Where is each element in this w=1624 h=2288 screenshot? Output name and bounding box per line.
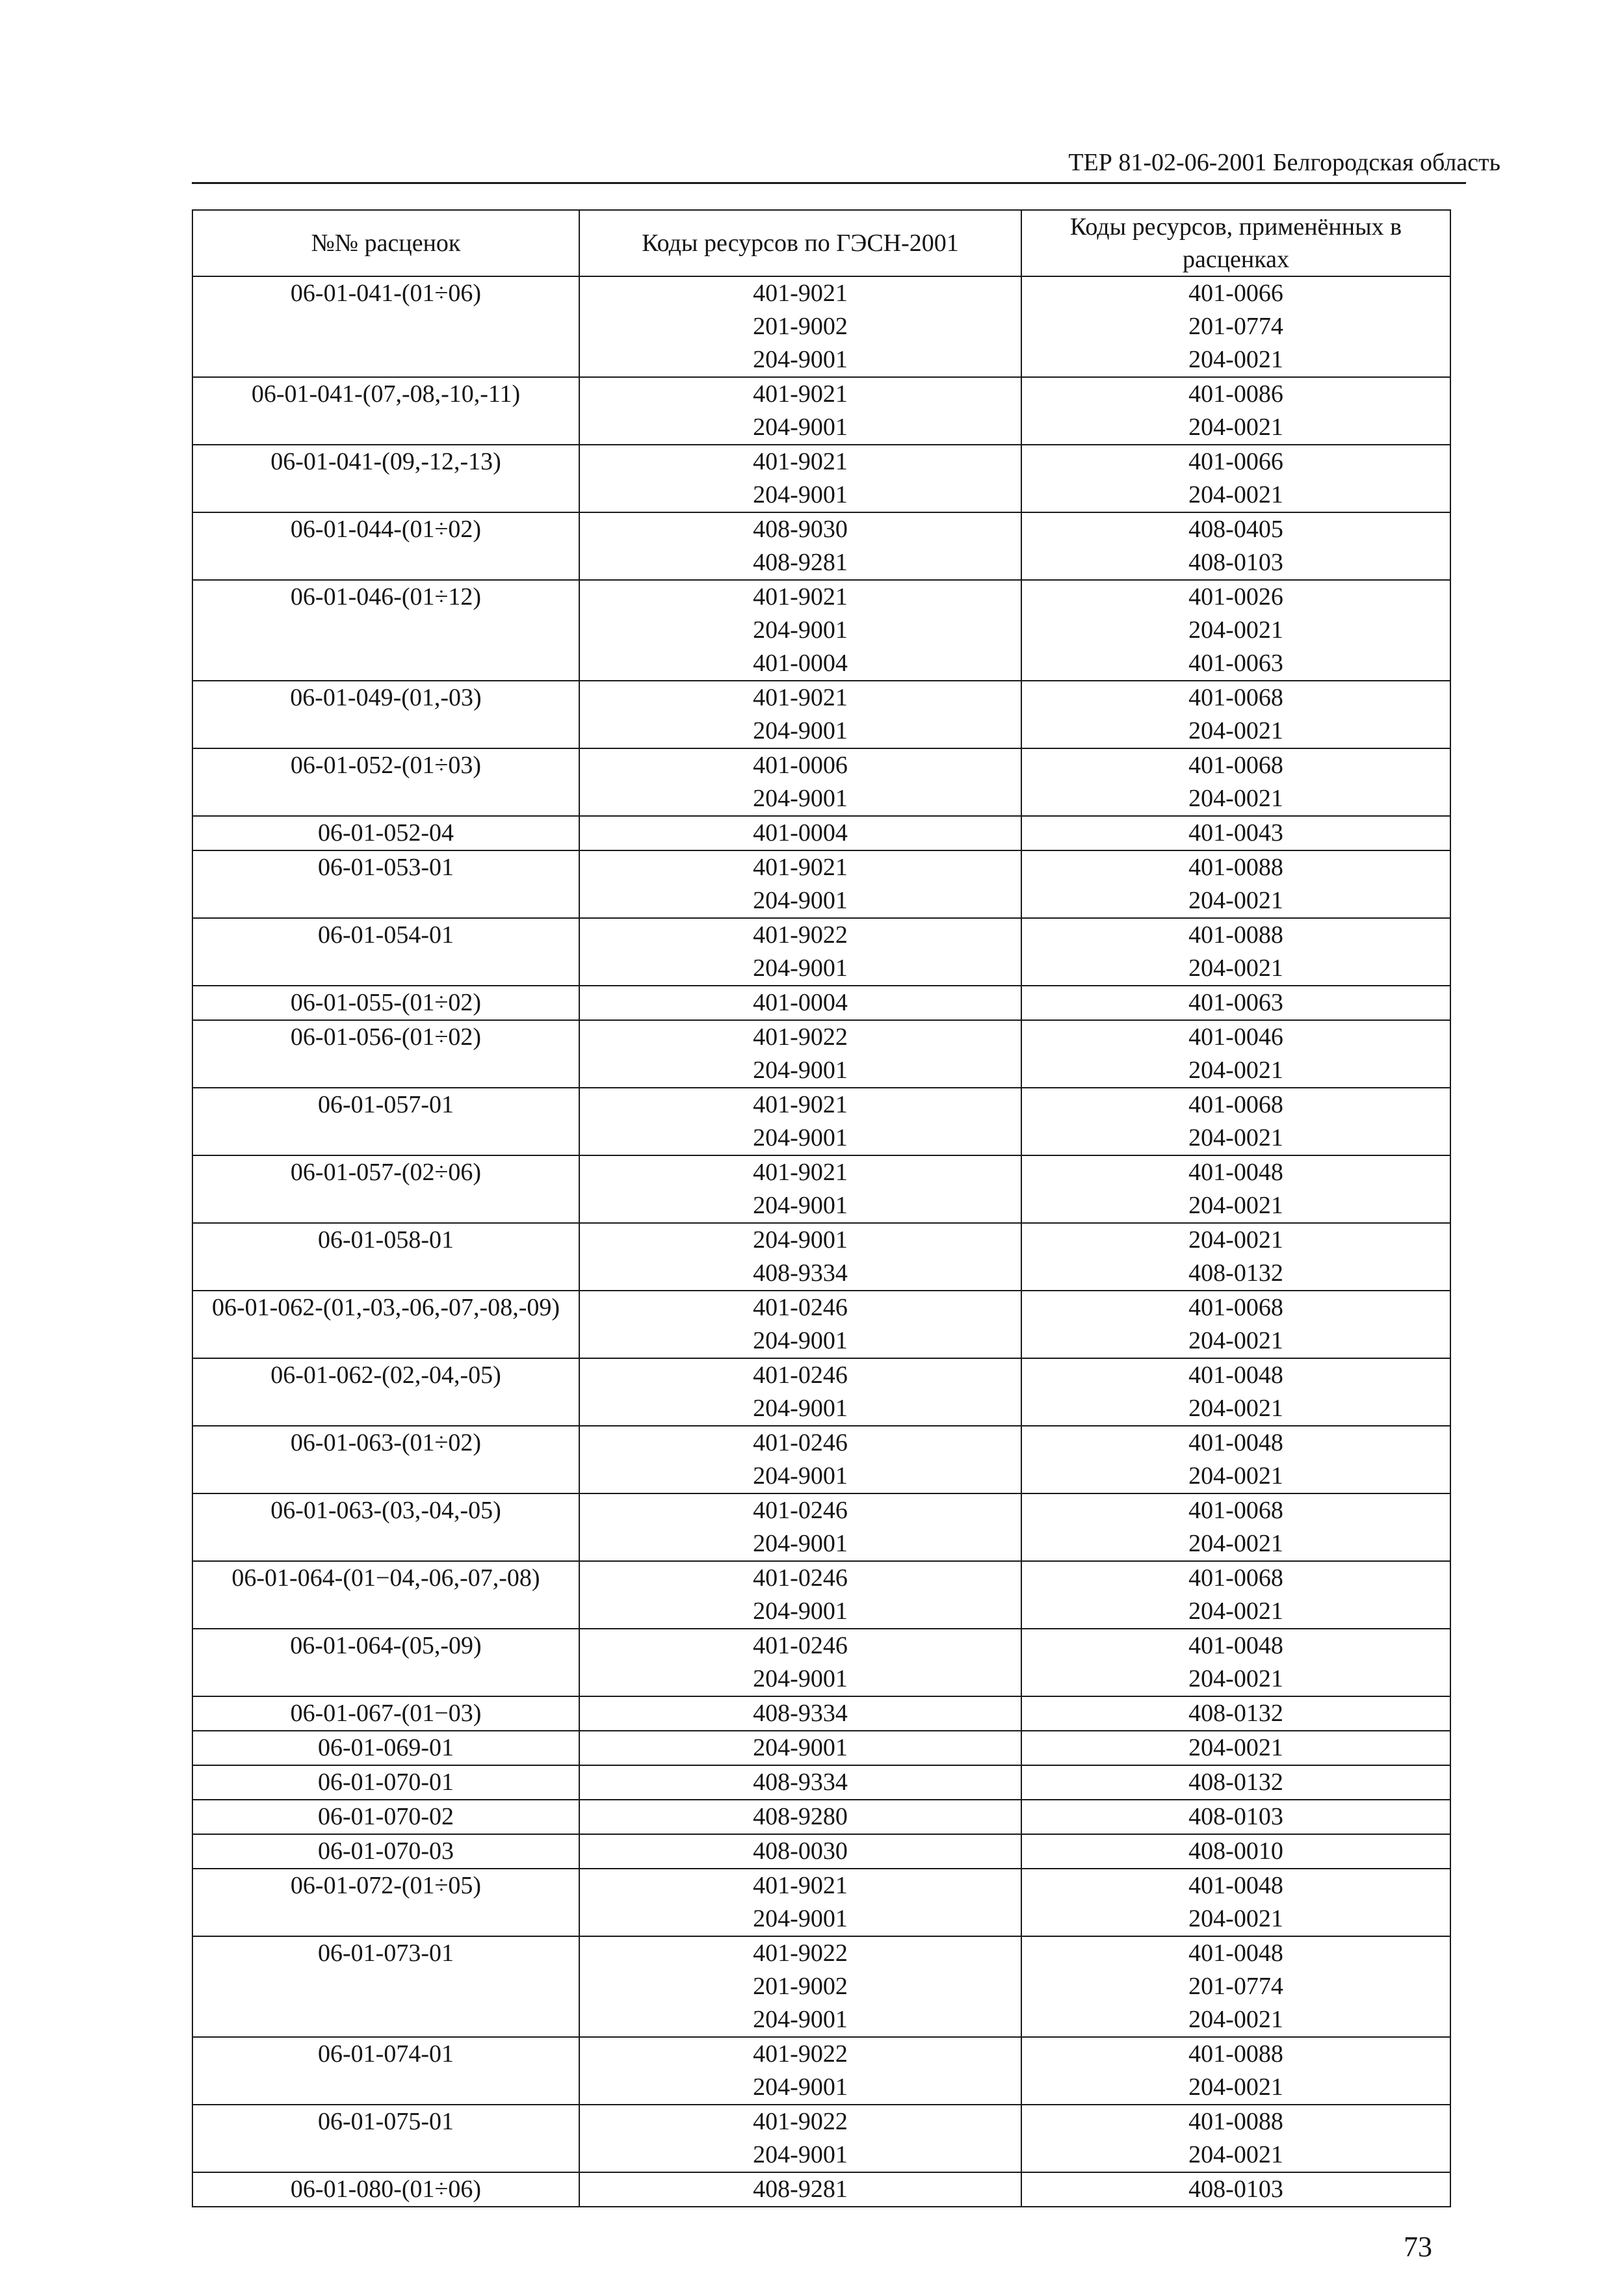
rate-number-cell	[192, 1493, 579, 1561]
applied-code: 204-0021	[1188, 1192, 1283, 1219]
gesn-code: 204-9001	[753, 887, 848, 914]
applied-code: 204-0021	[1188, 1598, 1283, 1625]
gesn-code: 204-9001	[753, 481, 848, 508]
gesn-code-cell	[579, 1426, 1021, 1493]
rate-number-cell	[192, 2037, 579, 2105]
gesn-code-cell	[579, 2172, 1021, 2207]
rate-number: 06-01-062-(02,-04,-05)	[270, 1361, 501, 1389]
gesn-code-cell	[579, 580, 1021, 681]
gesn-code: 401-0006	[753, 752, 848, 779]
rate-number-cell	[192, 1088, 579, 1155]
gesn-code-cell	[579, 512, 1021, 580]
table-row	[192, 2037, 1450, 2105]
applied-code-cell	[1021, 276, 1450, 377]
table-row	[192, 445, 1450, 512]
gesn-code-cell	[579, 445, 1021, 512]
applied-code: 401-0068	[1188, 1091, 1283, 1118]
table-header-row	[192, 210, 1450, 276]
gesn-code: 204-9001	[753, 717, 848, 744]
applied-code: 401-0068	[1188, 1497, 1283, 1524]
gesn-code: 204-9001	[753, 1327, 848, 1354]
gesn-code-cell	[579, 1088, 1021, 1155]
rate-number-cell	[192, 1731, 579, 1765]
gesn-code: 204-9001	[753, 954, 848, 982]
gesn-code-cell	[579, 1223, 1021, 1291]
applied-code: 401-0046	[1188, 1023, 1283, 1051]
gesn-code-cell	[579, 1358, 1021, 1426]
gesn-code: 401-9022	[753, 1940, 848, 1967]
applied-code: 401-0088	[1188, 921, 1283, 949]
applied-code-cell	[1021, 1834, 1450, 1869]
rate-number-cell	[192, 681, 579, 748]
applied-code: 204-0021	[1188, 1327, 1283, 1354]
applied-code: 204-0021	[1188, 2141, 1283, 2168]
rate-number-cell	[192, 1869, 579, 1936]
gesn-code: 204-9001	[753, 616, 848, 644]
table-header	[192, 210, 1450, 276]
gesn-code: 204-9001	[753, 1057, 848, 1084]
applied-code: 401-0088	[1188, 2108, 1283, 2135]
applied-code-cell	[1021, 512, 1450, 580]
rate-number-cell	[192, 1834, 579, 1869]
rate-number-cell	[192, 748, 579, 816]
applied-code: 408-0103	[1188, 2176, 1283, 2203]
applied-code: 401-0063	[1188, 650, 1283, 677]
table-row	[192, 2172, 1450, 2207]
rate-number: 06-01-052-(01÷03)	[290, 752, 482, 779]
applied-code: 408-0010	[1188, 1837, 1283, 1865]
rate-number: 06-01-063-(01÷02)	[290, 1429, 482, 1456]
table-row	[192, 1291, 1450, 1358]
gesn-code: 204-9001	[753, 1530, 848, 1557]
applied-code-cell	[1021, 1765, 1450, 1800]
applied-code: 401-0066	[1188, 280, 1283, 307]
rate-number: 06-01-073-01	[318, 1940, 454, 1967]
applied-code-cell	[1021, 1223, 1450, 1291]
table-row	[192, 1493, 1450, 1561]
gesn-code: 201-9002	[753, 1973, 848, 2000]
gesn-code: 204-9001	[753, 1905, 848, 1932]
gesn-code-cell	[579, 748, 1021, 816]
applied-code: 401-0086	[1188, 380, 1283, 408]
gesn-code-cell	[579, 850, 1021, 918]
gesn-code: 204-9001	[753, 1192, 848, 1219]
applied-code-cell	[1021, 1696, 1450, 1731]
applied-code: 408-0132	[1188, 1259, 1283, 1287]
rate-number-cell	[192, 850, 579, 918]
applied-code: 204-0021	[1188, 1124, 1283, 1151]
table-row	[192, 850, 1450, 918]
applied-code: 401-0026	[1188, 583, 1283, 611]
rate-number: 06-01-070-02	[318, 1803, 454, 1830]
rate-number: 06-01-074-01	[318, 2040, 454, 2068]
applied-code: 408-0405	[1188, 516, 1283, 543]
applied-code: 204-0021	[1188, 2073, 1283, 2101]
gesn-code: 204-9001	[753, 414, 848, 441]
rate-number-cell	[192, 1936, 579, 2037]
applied-code: 201-0774	[1188, 313, 1283, 340]
rate-number-cell	[192, 2105, 579, 2172]
rate-number: 06-01-080-(01÷06)	[290, 2176, 482, 2203]
table-row	[192, 1936, 1450, 2037]
applied-code-cell	[1021, 1800, 1450, 1834]
gesn-code: 204-9001	[753, 2006, 848, 2033]
rate-number: 06-01-070-03	[318, 1837, 454, 1865]
applied-code: 401-0068	[1188, 1294, 1283, 1321]
gesn-code-cell	[579, 1834, 1021, 1869]
gesn-code-cell	[579, 1629, 1021, 1696]
rate-number: 06-01-044-(01÷02)	[290, 516, 482, 543]
gesn-code: 408-9280	[753, 1803, 848, 1830]
applied-code-cell	[1021, 1020, 1450, 1088]
gesn-code: 408-9281	[753, 549, 848, 576]
applied-code: 204-0021	[1188, 887, 1283, 914]
applied-code-cell	[1021, 748, 1450, 816]
rate-number-cell	[192, 1426, 579, 1493]
gesn-code-cell	[579, 1291, 1021, 1358]
rate-number-cell	[192, 580, 579, 681]
applied-code: 401-0048	[1188, 1632, 1283, 1659]
rate-number: 06-01-067-(01−03)	[290, 1700, 482, 1727]
gesn-code: 401-0246	[753, 1564, 848, 1592]
gesn-code: 401-0004	[753, 989, 848, 1016]
rate-number-cell	[192, 445, 579, 512]
applied-code: 401-0068	[1188, 684, 1283, 711]
gesn-code-cell	[579, 1696, 1021, 1731]
applied-code-cell	[1021, 1358, 1450, 1426]
applied-code: 401-0088	[1188, 2040, 1283, 2068]
rate-number: 06-01-053-01	[318, 854, 454, 881]
applied-code-cell	[1021, 2105, 1450, 2172]
gesn-code-cell	[579, 377, 1021, 445]
rate-number-cell	[192, 377, 579, 445]
rate-number-cell	[192, 2172, 579, 2207]
gesn-code: 204-9001	[753, 346, 848, 373]
gesn-code: 401-9021	[753, 1091, 848, 1118]
applied-code: 408-0103	[1188, 1803, 1283, 1830]
applied-code-cell	[1021, 1291, 1450, 1358]
gesn-code: 204-9001	[753, 2141, 848, 2168]
rate-number-cell	[192, 1291, 579, 1358]
rate-number: 06-01-057-(02÷06)	[290, 1159, 482, 1186]
applied-code-cell	[1021, 377, 1450, 445]
table-row	[192, 377, 1450, 445]
gesn-code: 201-9002	[753, 313, 848, 340]
applied-code-cell	[1021, 1936, 1450, 2037]
applied-code: 408-0132	[1188, 1769, 1283, 1796]
applied-code-cell	[1021, 1561, 1450, 1629]
applied-code: 204-0021	[1188, 1734, 1283, 1761]
gesn-code: 204-9001	[753, 1665, 848, 1692]
gesn-code: 204-9001	[753, 1462, 848, 1490]
column-header-applied-codes: Коды ресурсов, применённых в расценках	[1021, 210, 1450, 276]
gesn-code: 204-9001	[753, 1598, 848, 1625]
table-row	[192, 1629, 1450, 1696]
rate-number: 06-01-049-(01,-03)	[290, 684, 482, 711]
applied-code-cell	[1021, 2172, 1450, 2207]
table-row	[192, 1869, 1450, 1936]
applied-code: 204-0021	[1188, 1395, 1283, 1422]
table-row	[192, 986, 1450, 1020]
gesn-code: 401-9021	[753, 1872, 848, 1899]
rate-number: 06-01-054-01	[318, 921, 454, 949]
gesn-code: 401-0246	[753, 1361, 848, 1389]
applied-code: 204-0021	[1188, 1905, 1283, 1932]
column-header-gesn-codes: Коды ресурсов по ГЭСН-2001	[579, 210, 1021, 276]
rate-number: 06-01-057-01	[318, 1091, 454, 1118]
table-row	[192, 1155, 1450, 1223]
rate-number-cell	[192, 512, 579, 580]
rate-number: 06-01-055-(01÷02)	[290, 989, 482, 1016]
rate-number: 06-01-075-01	[318, 2108, 454, 2135]
rate-number: 06-01-041-(09,-12,-13)	[270, 448, 501, 475]
applied-code: 204-0021	[1188, 1665, 1283, 1692]
rate-number: 06-01-052-04	[318, 819, 454, 847]
table-row	[192, 748, 1450, 816]
gesn-code: 204-9001	[753, 1395, 848, 1422]
gesn-code-cell	[579, 1155, 1021, 1223]
gesn-code: 401-0004	[753, 819, 848, 847]
table-row	[192, 816, 1450, 850]
table-row	[192, 1834, 1450, 1869]
gesn-code: 401-0246	[753, 1632, 848, 1659]
applied-code: 401-0043	[1188, 819, 1283, 847]
gesn-code: 401-9022	[753, 921, 848, 949]
applied-code: 401-0048	[1188, 1940, 1283, 1967]
rate-number-cell	[192, 1765, 579, 1800]
gesn-code-cell	[579, 1561, 1021, 1629]
table-row	[192, 1223, 1450, 1291]
rate-number-cell	[192, 986, 579, 1020]
rate-number-cell	[192, 1800, 579, 1834]
rate-number-cell	[192, 1020, 579, 1088]
applied-code: 201-0774	[1188, 1973, 1283, 2000]
rate-number: 06-01-069-01	[318, 1734, 454, 1761]
applied-code: 204-0021	[1188, 1226, 1283, 1254]
gesn-code-cell	[579, 1936, 1021, 2037]
rate-number: 06-01-064-(05,-09)	[290, 1632, 482, 1659]
applied-code: 204-0021	[1188, 717, 1283, 744]
table-row	[192, 2105, 1450, 2172]
applied-code: 401-0088	[1188, 854, 1283, 881]
applied-code: 401-0048	[1188, 1361, 1283, 1389]
gesn-code: 204-9001	[753, 1124, 848, 1151]
applied-code: 401-0048	[1188, 1429, 1283, 1456]
applied-code-cell	[1021, 816, 1450, 850]
gesn-code: 401-0246	[753, 1497, 848, 1524]
gesn-code: 408-9334	[753, 1700, 848, 1727]
gesn-code: 401-0246	[753, 1429, 848, 1456]
gesn-code-cell	[579, 1020, 1021, 1088]
gesn-code-cell	[579, 1731, 1021, 1765]
rate-number: 06-01-072-(01÷05)	[290, 1872, 482, 1899]
rate-number: 06-01-056-(01÷02)	[290, 1023, 482, 1051]
applied-code-cell	[1021, 1731, 1450, 1765]
table-row	[192, 276, 1450, 377]
gesn-code-cell	[579, 1493, 1021, 1561]
applied-code-cell	[1021, 1088, 1450, 1155]
rate-number-cell	[192, 1223, 579, 1291]
table-row	[192, 1561, 1450, 1629]
rate-number-cell	[192, 918, 579, 986]
rate-number: 06-01-058-01	[318, 1226, 454, 1254]
rate-number: 06-01-041-(01÷06)	[290, 280, 482, 307]
table-row	[192, 512, 1450, 580]
gesn-code-cell	[579, 681, 1021, 748]
column-header-rate-numbers: №№ расценок	[192, 210, 579, 276]
gesn-code-cell	[579, 1800, 1021, 1834]
gesn-code: 401-9021	[753, 1159, 848, 1186]
page-number: 73	[1404, 2231, 1432, 2263]
applied-code-cell	[1021, 2037, 1450, 2105]
rate-number-cell	[192, 276, 579, 377]
table-row	[192, 1765, 1450, 1800]
gesn-code: 401-9021	[753, 280, 848, 307]
rate-number-cell	[192, 1155, 579, 1223]
rate-number: 06-01-070-01	[318, 1769, 454, 1796]
applied-code: 401-0068	[1188, 752, 1283, 779]
table-row	[192, 1696, 1450, 1731]
applied-code: 204-0021	[1188, 346, 1283, 373]
resource-codes-table	[192, 209, 1451, 2207]
table-row	[192, 1800, 1450, 1834]
applied-code-cell	[1021, 986, 1450, 1020]
applied-code-cell	[1021, 580, 1450, 681]
applied-code: 401-0066	[1188, 448, 1283, 475]
gesn-code-cell	[579, 1765, 1021, 1800]
gesn-code: 401-9022	[753, 1023, 848, 1051]
gesn-code: 408-0030	[753, 1837, 848, 1865]
applied-code: 204-0021	[1188, 1530, 1283, 1557]
applied-code: 204-0021	[1188, 954, 1283, 982]
applied-code-cell	[1021, 918, 1450, 986]
applied-code: 204-0021	[1188, 2006, 1283, 2033]
rate-number: 06-01-041-(07,-08,-10,-11)	[251, 380, 521, 408]
gesn-code-cell	[579, 986, 1021, 1020]
gesn-code: 408-9281	[753, 2176, 848, 2203]
rate-number: 06-01-062-(01,-03,-06,-07,-08,-09)	[211, 1294, 560, 1321]
applied-code: 401-0048	[1188, 1159, 1283, 1186]
rate-number: 06-01-063-(03,-04,-05)	[270, 1497, 501, 1524]
applied-code: 408-0103	[1188, 549, 1283, 576]
applied-code-cell	[1021, 1426, 1450, 1493]
header-divider	[192, 182, 1466, 184]
table-row	[192, 918, 1450, 986]
table-row	[192, 580, 1450, 681]
gesn-code: 408-9334	[753, 1769, 848, 1796]
applied-code: 401-0048	[1188, 1872, 1283, 1899]
gesn-code: 401-0246	[753, 1294, 848, 1321]
applied-code: 204-0021	[1188, 1057, 1283, 1084]
gesn-code: 401-9021	[753, 684, 848, 711]
applied-code-cell	[1021, 1629, 1450, 1696]
applied-code: 401-0063	[1188, 989, 1283, 1016]
gesn-code-cell	[579, 918, 1021, 986]
applied-code: 204-0021	[1188, 414, 1283, 441]
gesn-code: 401-9022	[753, 2108, 848, 2135]
table-row	[192, 1731, 1450, 1765]
rate-number-cell	[192, 1358, 579, 1426]
gesn-code-cell	[579, 1869, 1021, 1936]
rate-number-cell	[192, 1561, 579, 1629]
gesn-code: 401-0004	[753, 650, 848, 677]
gesn-code-cell	[579, 2037, 1021, 2105]
table-row	[192, 1426, 1450, 1493]
table-row	[192, 1020, 1450, 1088]
gesn-code-cell	[579, 276, 1021, 377]
document-header-title: ТЕР 81-02-06-2001 Белгородская область	[1068, 149, 1500, 176]
applied-code-cell	[1021, 1869, 1450, 1936]
gesn-code: 401-9022	[753, 2040, 848, 2068]
rate-number: 06-01-064-(01−04,-06,-07,-08)	[231, 1564, 540, 1592]
applied-code-cell	[1021, 850, 1450, 918]
gesn-code: 204-9001	[753, 1226, 848, 1254]
gesn-code: 204-9001	[753, 2073, 848, 2101]
gesn-code: 408-9334	[753, 1259, 848, 1287]
gesn-code: 204-9001	[753, 785, 848, 812]
gesn-code-cell	[579, 816, 1021, 850]
applied-code: 408-0132	[1188, 1700, 1283, 1727]
rate-number: 06-01-046-(01÷12)	[290, 583, 482, 611]
gesn-code: 401-9021	[753, 380, 848, 408]
applied-code: 401-0068	[1188, 1564, 1283, 1592]
applied-code: 204-0021	[1188, 481, 1283, 508]
applied-code-cell	[1021, 1155, 1450, 1223]
table-body	[192, 276, 1450, 2207]
gesn-code: 204-9001	[753, 1734, 848, 1761]
rate-number-cell	[192, 816, 579, 850]
applied-code-cell	[1021, 1493, 1450, 1561]
applied-code: 204-0021	[1188, 616, 1283, 644]
applied-code-cell	[1021, 445, 1450, 512]
table-row	[192, 1088, 1450, 1155]
gesn-code: 401-9021	[753, 854, 848, 881]
table-row	[192, 1358, 1450, 1426]
rate-number-cell	[192, 1629, 579, 1696]
applied-code: 204-0021	[1188, 1462, 1283, 1490]
gesn-code: 401-9021	[753, 448, 848, 475]
table-row	[192, 681, 1450, 748]
rate-number-cell	[192, 1696, 579, 1731]
gesn-code: 401-9021	[753, 583, 848, 611]
gesn-code-cell	[579, 2105, 1021, 2172]
applied-code-cell	[1021, 681, 1450, 748]
gesn-code: 408-9030	[753, 516, 848, 543]
applied-code: 204-0021	[1188, 785, 1283, 812]
